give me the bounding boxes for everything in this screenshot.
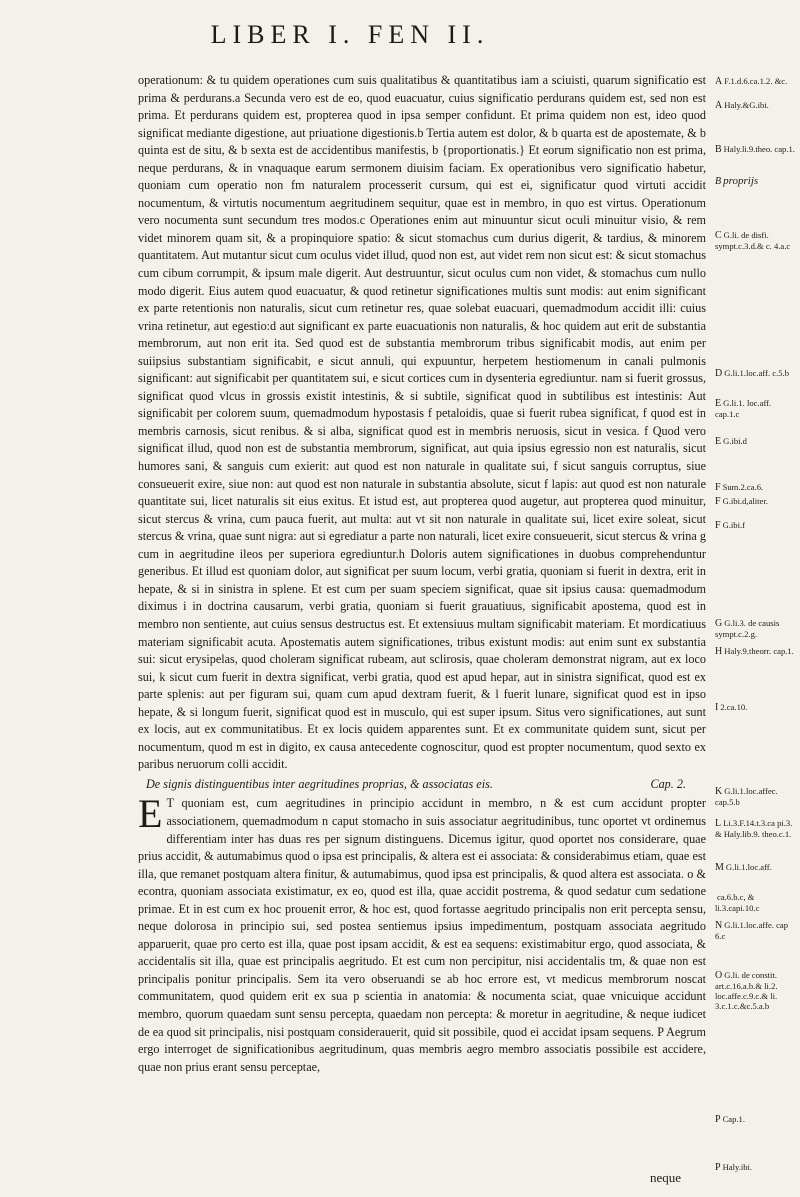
paragraph-1: operationum: & tu quidem operationes cum suis qualitatibus & quantitatibus iam a sciuisti, quarum significatio est prima & perdurans.a Secunda vero est de eo, quod euacuatur, cuius significatio perdurans quidem est, sed non est prima. Et perdurans quidem est, propterea quod in ipsa semper confidunt. Et prima quidem non est, ideo quod significat mediante digestione, aut priuatione digestionis.b Tertia autem est dolor, & b quarta est de apostemate, & b quinta est de situ, & b sexta est de accidentibus manifestis, b {proportionatis.} Et eorum significatio non est prima, neque perdurans, & in vnaquaque earum sermonem diuisim faciam. Ex operationibus vero significatio habetur, quoniam cum operatio non fm naturalem processerit cursum, qui est ei, significatur quod virtuti accidit nocumentum, & virtutis nocumentum aegritudinem sequitur, quae est in membro, in quo est virtus. Operationum vero nocumenta sunt secundum tres modos.c Operationes enim aut minuuntur sicut oculi minuitur visio, & rem videt minorem quam sit, & a propinquiore spatio: & sicut stomachus cum durius digerit, & tardius, & minorem quantitatem. Aut mutantur sicut cum oculus videt illud, quod non est, aut videt rem non sicut est: & sicut stomachus cum cibum corrumpit, & ipsum male digerit. Aut destruuntur, sicut oculus cum non videt, & stomachus cum nullo modo digerit. Eius autem quod euacuatur, & quod retinetur significationes multis sunt modis: aut enim significant ex parte retentionis non naturalis, sicut cum retinetur res, quae solebat euacuari, quemadmodum accidit illi: cuius vrina retinetur, aut egestio:d aut significant ex parte euacuationis non naturalis, & hoc quidem aut erit de substantia membrorum, aut non erit ita. Sed quod est de substantia membrorum tribus significabit modis, aut enim per suiipsius substantiam significabit, e sicut annuli, qui expuuntur, herpetem hestiomenum in canali pulmonis significant: aut significabit per quantitatem sui, e sicut cortices cum in dysenteria egrediuntur. nam si fuerit grossus, significat quod vlcus in grossis existit intestinis, & si subtile, significat quod in subtilibus est intestinis: Aut significabit per colorem suum, quemadmodum hypostasis f petaloidis, quae si fuerit rubea significat, f quod est in membris carnosis, sicut renibus. & si alba, significat quod est in membris neruosis, sicut in vesica. f Quod vero significat illud, quod non est de substantia membrorum, significat, aut quia ipsius egressio non est naturalis, sicut humores sani, & sanguis cum exierit: aut quod est non naturale in qualitate sui, f sicut sanguis corruptus, siue consueuerit exire, siue non: aut quod est non naturale in substantia absolute, sicut f lapis: aut quod est non naturale quantitate sui, licet naturalis sit eius exitus. Et istud est, aut propterea quod augetur, aut propterea quod minuitur, sicut stercus & vrina, cum pauca fuerit, aut multa: aut vt sit non naturale in qualitate sui, licet exire soleat, sicut stercus & vrina, quae sunt nigra: aut si egrediatur a parte non naturali, licet exire consueuerit, sicut stercus & vrina g cum in aegritudine ileos per superiora egrediuntur.h Doloris autem significationes in duobus comprehenduntur generibus. Et illud est quoniam dolor, aut significat per suum locum, verbi gratia, quoniam si fuerit in dextra, erit in hepate, & si in sinistra in splene. Et est cum per suam speciem significat, quae sit ipsius causa: quemadmodum diximus i in doctrina causarum, verbi gratia, quoniam si fuerit grauatiuus, significabit apostema, quod est in membro non sentiente, aut cuius sensus destructus est. Et extensiuus multam significabit materiam. Et mordicatiuus materiam significabit acuta. Apostematis autem significationes, tribus existunt modis: aut enim sunt ex substantia sui: sicut erysipelas, quod choleram significat rubeam, aut sclirosis, quae choleram demonstrat nigram, aut ex loco sui, k sicut cum fuerit in dextra significat, verbi gratia, quod est apud hepar, aut in sinistra significat, quod est ex parte splenis: aut per figuram sui, quam cum apud dextram fuerit, & l fuerit lunare, significat quod est in ipso hepate, & si longum fuerit, significat quod est in musculo, qui est super ipsum. Situs vero significationes, aut sunt ex locis, aut ex communitatibus. Et ex locis quidem apparentes sunt. Et ex communitate quidem sunt, sicut per nocumentum, quod m est in digito, ex causa antecedente cognoscitur, quod est propter nocumentum, quod sexto ex paribus neruorum colli accidit.	[138, 73, 706, 772]
margin-note: H Haly.9.theorr. cap.1.	[715, 646, 794, 657]
chapter-number: Cap. 2.	[650, 776, 686, 791]
margin-note: E G.li.1. loc.aff. cap.1.c	[715, 398, 772, 419]
margin-note: K G.li.1.loc.affec. cap.5.b	[715, 786, 778, 807]
margin-note: O G.li. de constit. art.c.16.a.b.& li.2. loc.affe.c.9.c.& li. 3.c.1.c.&c.5.a.b	[715, 970, 778, 1011]
margin-note: N G.li.1.loc.affe. cap 6.c	[715, 920, 789, 941]
margin-note: G G.li.3. de causis sympt.c.2.g.	[715, 618, 780, 639]
margin-note: D G.li.1.loc.aff. c.5.b	[715, 368, 789, 379]
margin-note: L Li.3.F.14.t.3.ca pi.3. & Haly.lib.9. theo.c.1.	[715, 818, 793, 839]
paragraph-2	[138, 791, 706, 1076]
chapter-heading	[138, 776, 706, 794]
margin-note: B proprijs	[715, 175, 759, 187]
margin-note: ca.6.b.c, & li.3.capi.10.c	[715, 892, 760, 913]
margin-note: M G.li.1.loc.aff.	[715, 862, 772, 873]
margin-note: P Cap.1.	[715, 1114, 745, 1125]
paragraph-2-text: T quoniam est, cum aegritudines in principio accidunt in membro, n & est cum accidunt propter associationem, quemadmodum n caput stomacho in suis associatur aegritudinibus, tunc oportet vt ordinemus differentiam inter has duas res per signum distinguens. Dicemus igitur, quod oportet nos considerare, quae prius accidit, & autumabimus quod o ipsa est principalis, & altera est ei associata: & considerabimus etiam, quae est illa, que remanet postquam altera finitur, & autumabimus, quod ipsa est principalis, & quod altera est associata. o & econtra, quoniam associata existimatur, ex eo, quod est illa, quae accidit postrema, & quod sedatur cum sedatione primae. Et in est cum ex hoc prouenit error, & hoc est, quod fortasse aegritudo principalis non erit percepta sensu, neque dolorosa in principio sui, sed postea sentiemus ipsius impedimentum, postquam associata aegritudo apparuerit, quae pro certo est illa, quae post ipsam accidit, & est ea sequens: existimabitur ergo, quod associata, & accidentalis sit illa, quae est principalis aegritudo. Et est cum non percipitur, nisi accidentalis tm, & quae non est principalis ponitur principalis. Sem ita vero obseruandi se ab hoc errore est, vt medicus membrorum noscat communitatem, quod quidem erit ex sua p scientia in anatomia: & nocumenta sciat, quae vnicuique accidunt membro, quorum quaedam sunt sensu percepta, quaedam non percepta: & moretur in aegritudine, & neque iudicet de ea quod sit principalis, nisi postquam considerauerit, quid sit possibile, quod ei accidat ipsam sequens. P Aegrum ergo interroget de significationibus aegritudinum, quas membris aegro membro associatis possibile est accidere, quae non prius erant sensu perceptae,	[138, 796, 706, 1074]
catchword: neque	[650, 1170, 682, 1185]
drop-cap: E	[138, 791, 163, 837]
margin-note: A Haly.&G.ibi.	[715, 100, 769, 111]
running-header: LIBER I. FEN II.	[210, 20, 490, 49]
margin-note: F G.ibi.f	[715, 520, 745, 531]
chapter-title: De signis distinguentibus inter aegritudines proprias, & associatas eis.	[146, 776, 493, 791]
margin-note: E G.ibi.d	[715, 436, 747, 447]
margin-note: P Haly.ibi.	[715, 1162, 753, 1173]
margin-note: A F.1.d.6.ca.1.2. &c.	[715, 76, 788, 87]
margin-note: B Haly.li.9.theo. cap.1.	[715, 144, 795, 155]
margin-note: I 2.ca.10.	[715, 702, 748, 713]
margin-note: F Sum.2.ca.6.	[715, 482, 764, 493]
margin-note: F G.ibi.d,aliter.	[715, 496, 768, 507]
main-text	[138, 72, 706, 1076]
margin-note: C G.li. de disfi. sympt.c.3.d.& c. 4.a.c	[715, 230, 791, 251]
